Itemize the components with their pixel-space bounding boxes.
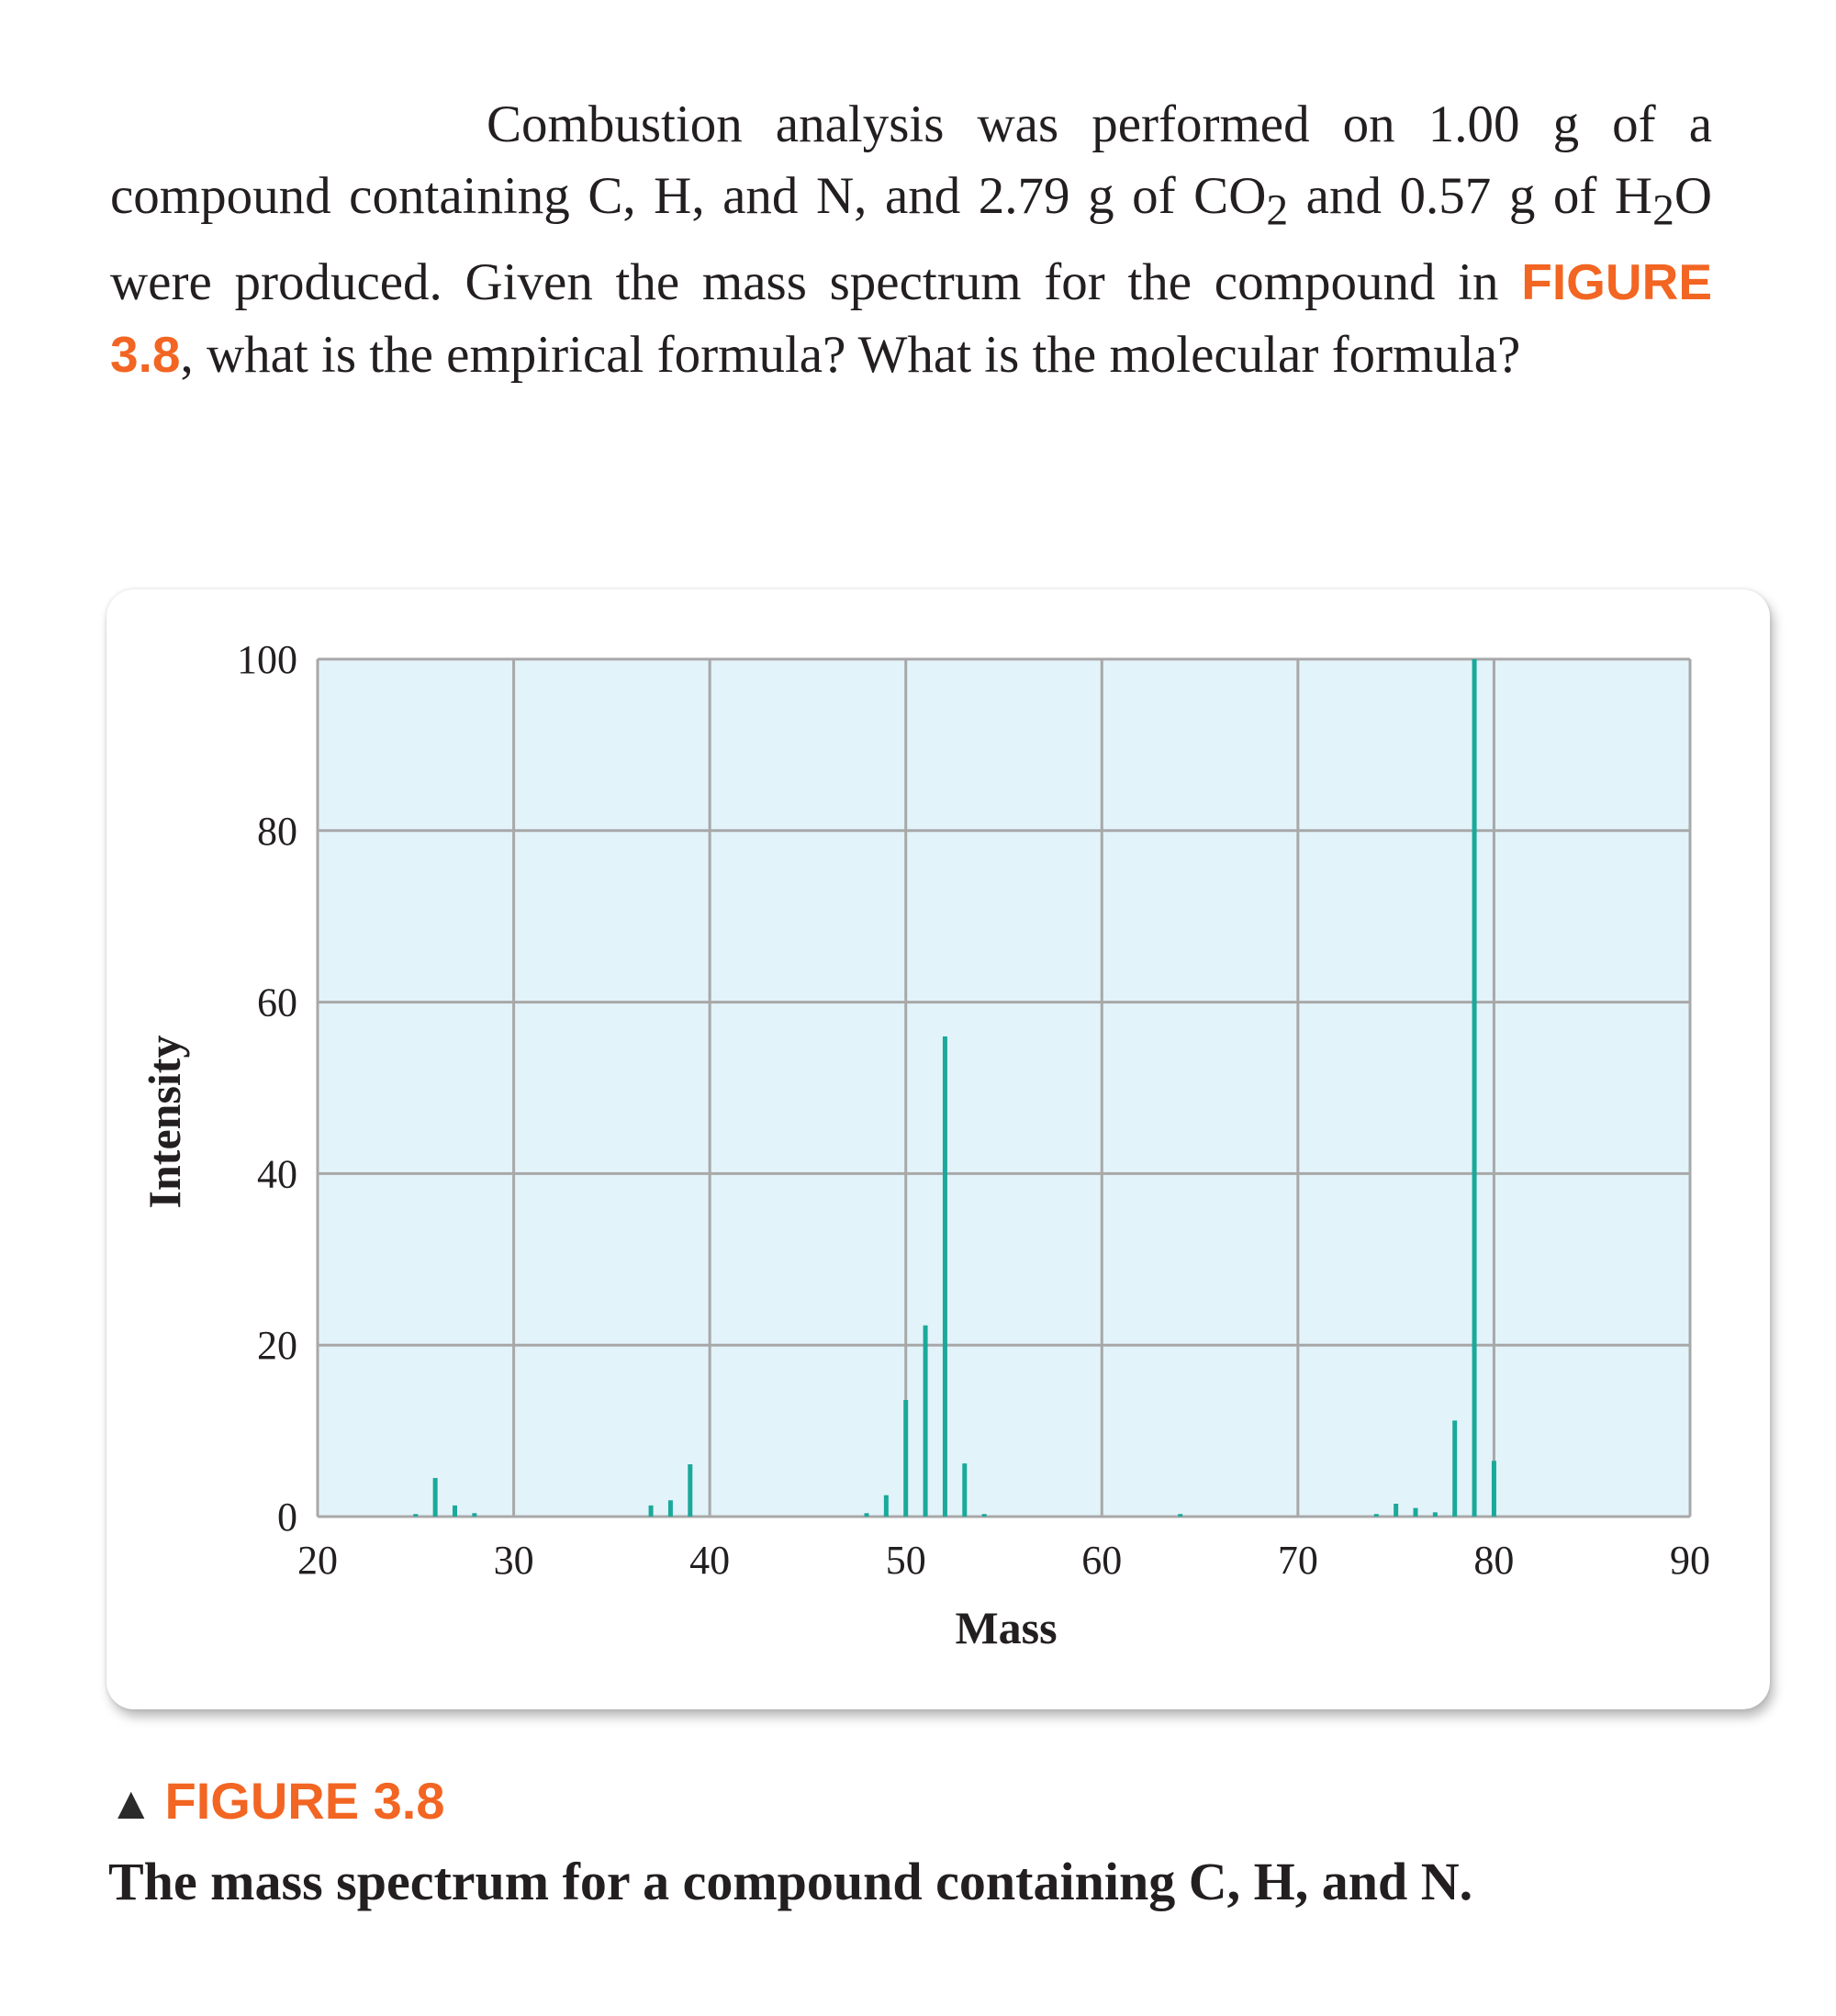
x-tick-label: 50 (885, 1538, 926, 1583)
spectrum-bar-m78 (1452, 1420, 1457, 1517)
y-tick-label: 20 (257, 1323, 297, 1369)
spectrum-bar-m50 (903, 1400, 908, 1517)
spectrum-bar-m77 (1433, 1512, 1438, 1517)
grid-layer (318, 659, 1690, 1517)
spectrum-bar-m48 (865, 1513, 869, 1517)
spectrum-bar-m27 (453, 1506, 457, 1517)
x-tick-label: 60 (1081, 1538, 1123, 1583)
y-tick-label: 80 (257, 808, 297, 854)
spectrum-bar-m25 (413, 1514, 418, 1517)
h2o-subscript: 2 (1652, 186, 1674, 235)
spectrum-bar-m39 (688, 1464, 692, 1517)
spectrum-bar-m51 (924, 1326, 928, 1517)
x-tick-label: 40 (689, 1538, 731, 1583)
spectrum-bar-m54 (982, 1514, 987, 1517)
problem-part-2: and 0.57 g of H (1288, 167, 1653, 225)
spectrum-bar-m49 (884, 1495, 889, 1517)
spectrum-bar-m79 (1472, 659, 1477, 1517)
spectrum-bar-m38 (668, 1500, 673, 1517)
problem-part-3: O were produced. Given the mass spectrum for the compound in (110, 167, 1712, 312)
figure-caption-label (108, 1770, 444, 1834)
problem-part-4: , what is the empirical formula? What is the molecular formula? (180, 326, 1521, 385)
figure-reference: FIGURE 3.8 (110, 253, 1712, 384)
spectrum-bar-m26 (433, 1478, 438, 1517)
figure-card (106, 589, 1770, 1709)
figure-caption-text: The mass spectrum for a compound containing C, H, and N. (108, 1852, 1473, 1911)
y-tick-label: 40 (257, 1151, 297, 1197)
x-tick-label: 90 (1670, 1538, 1710, 1583)
y-tick-label: 100 (237, 637, 297, 682)
spectrum-bar-m75 (1394, 1504, 1398, 1517)
y-axis-label: Intensity (139, 1035, 190, 1209)
spectrum-bar-m28 (472, 1513, 476, 1517)
spectrum-bar-m74 (1374, 1514, 1379, 1517)
x-tick-label: 20 (297, 1538, 338, 1583)
triangle-marker-icon: ▲ (108, 1777, 154, 1829)
problem-text (110, 89, 1712, 391)
problem-part-1: Combustion analysis was performed on 1.00 g of a compound containing C, H, and N, and 2.79 g of CO (110, 95, 1712, 225)
spectrum-bar-m52 (943, 1036, 947, 1517)
spectrum-bar-m53 (962, 1463, 967, 1517)
x-tick-label: 30 (493, 1538, 534, 1583)
x-axis-label: Mass (955, 1602, 1058, 1653)
co2-subscript: 2 (1266, 186, 1289, 235)
plot-area (318, 659, 1690, 1517)
y-tick-label: 0 (277, 1495, 297, 1540)
x-tick-label: 70 (1277, 1538, 1318, 1583)
y-tick-label: 60 (257, 980, 297, 1025)
mass-spectrum-chart (106, 589, 1770, 1709)
x-tick-label: 80 (1473, 1538, 1515, 1583)
spectrum-bar-m80 (1492, 1461, 1496, 1517)
spectrum-bar-m76 (1414, 1508, 1418, 1517)
spectrum-bar-m64 (1178, 1514, 1182, 1517)
caption-figure-number: FIGURE 3.8 (164, 1772, 445, 1830)
spectrum-bar-m37 (649, 1506, 654, 1517)
